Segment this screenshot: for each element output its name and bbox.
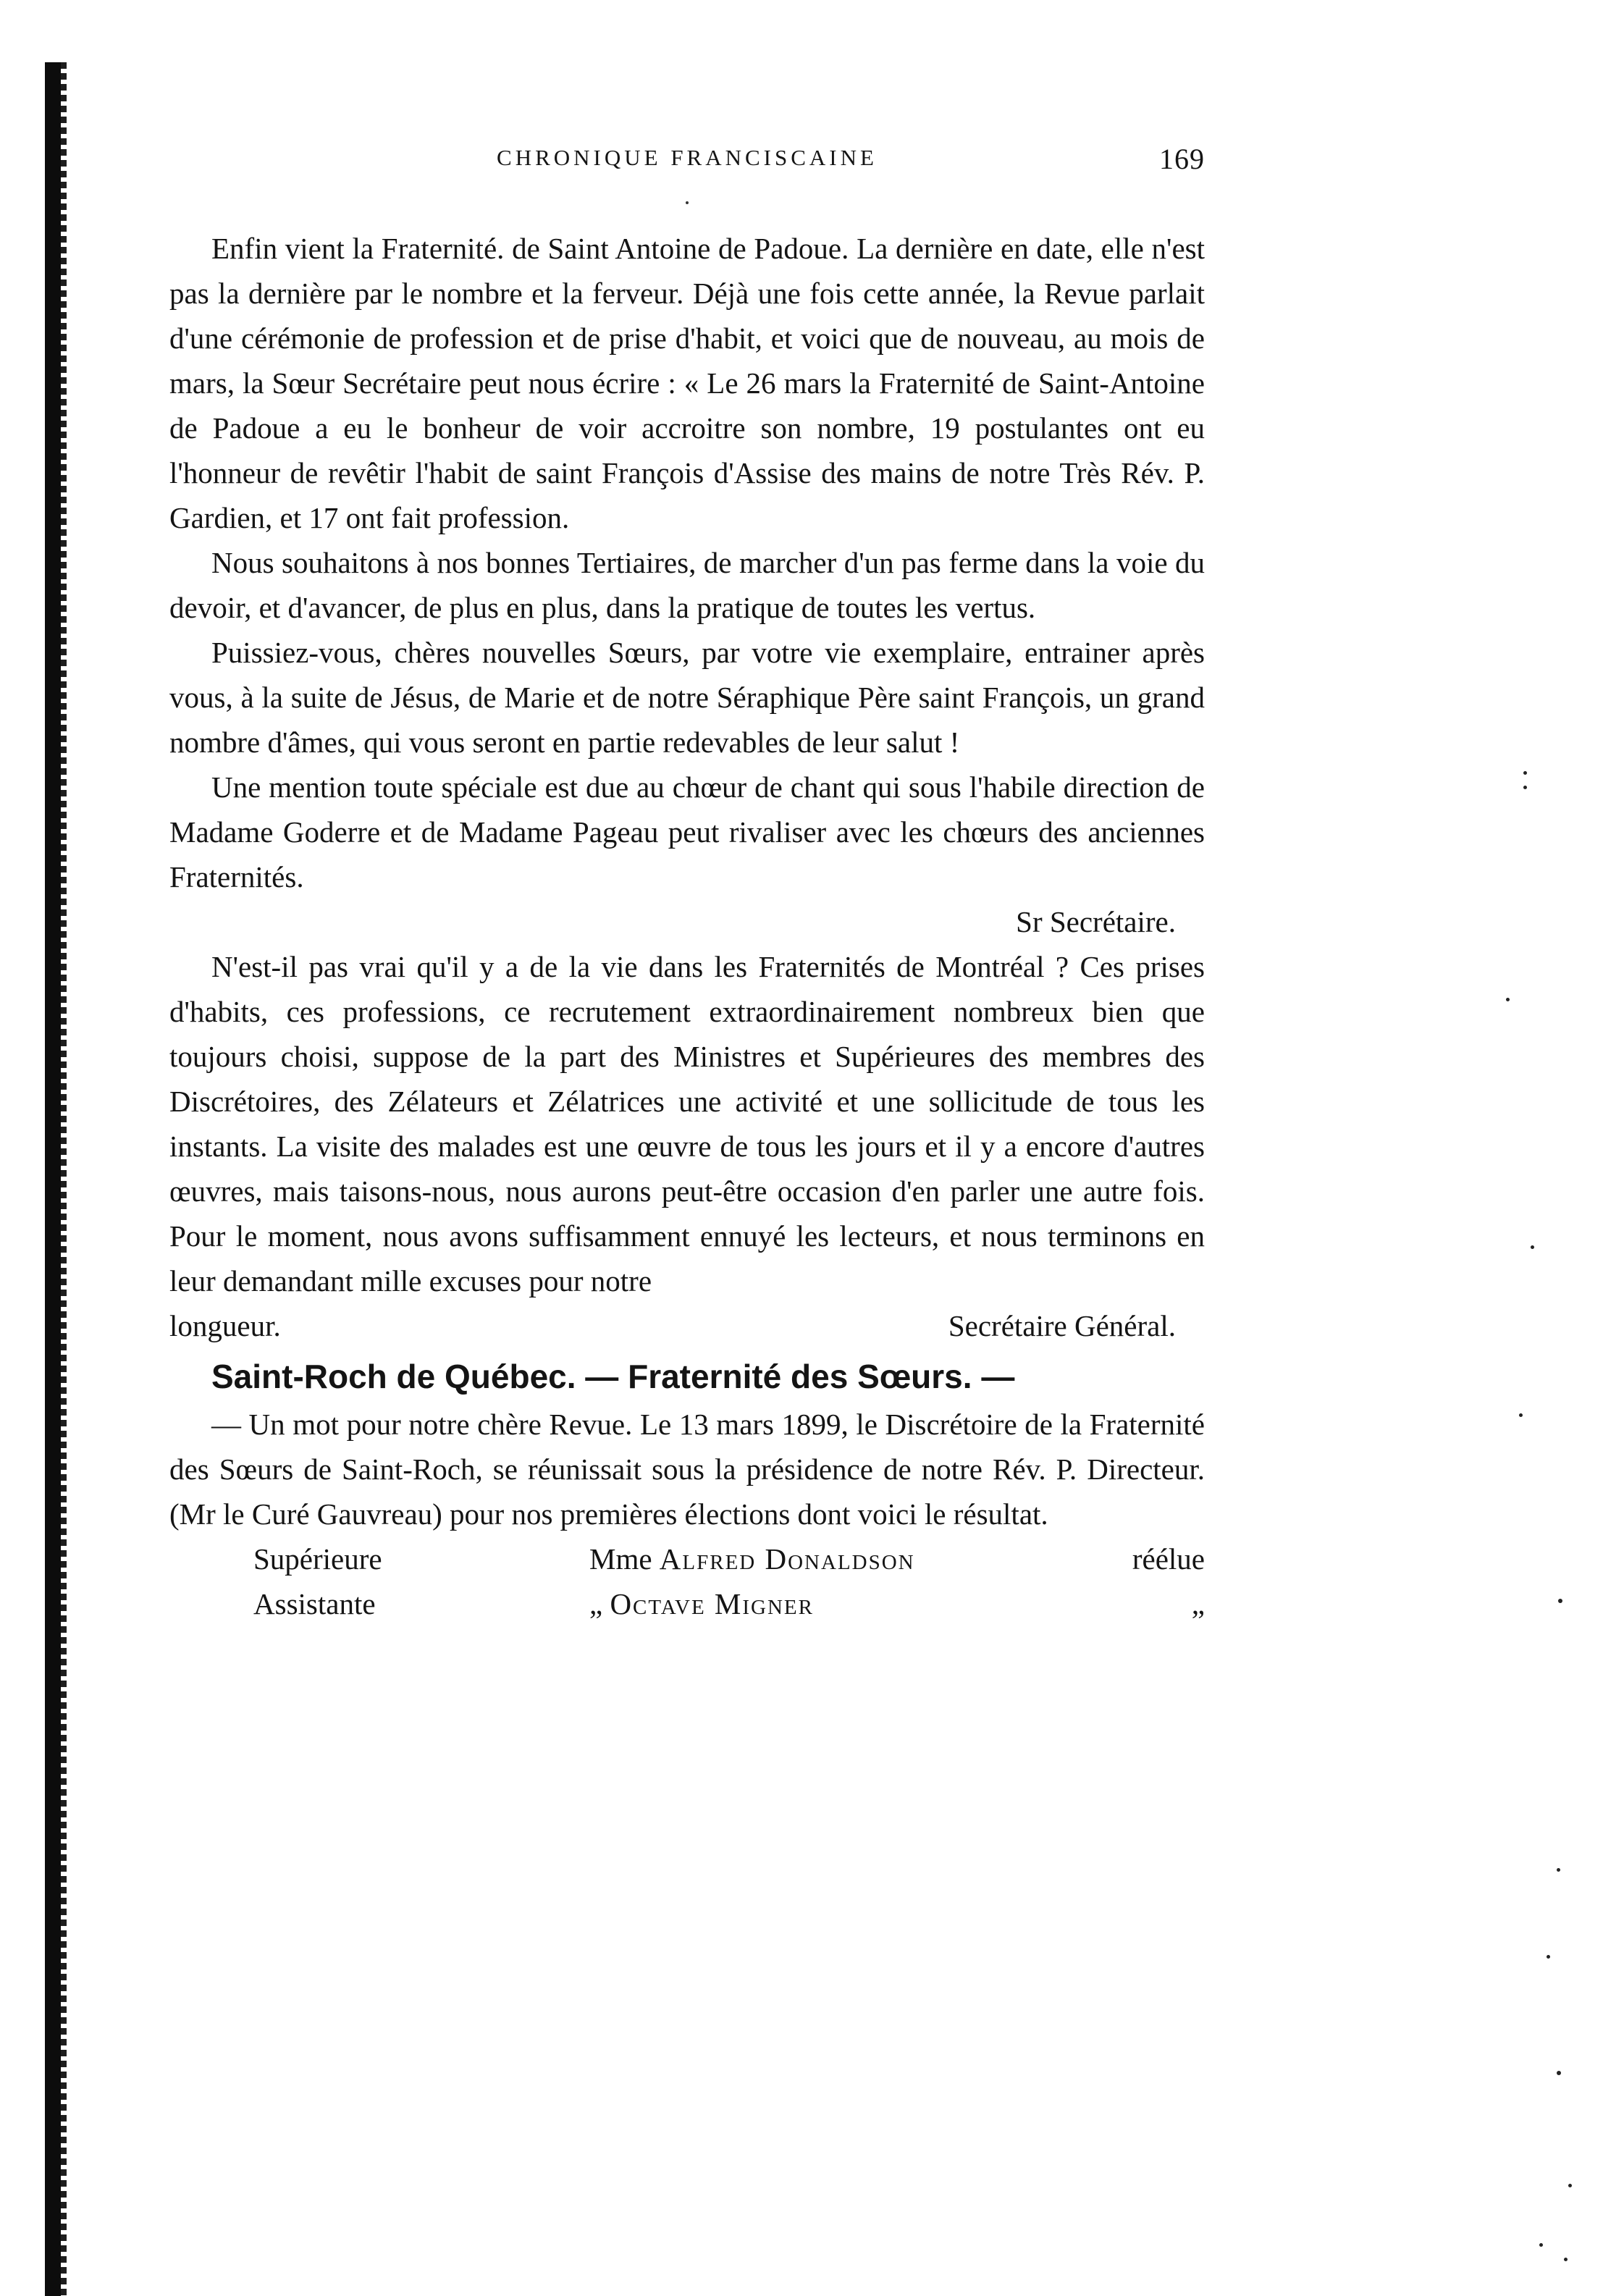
running-head-title: CHRONIQUE FRANCISCAINE — [497, 145, 878, 170]
officer-note: réélue — [1132, 1542, 1205, 1576]
signature-secretary-general: Secrétaire Général. — [948, 1309, 1176, 1342]
paragraph-padoue-fraternity: Enfin vient la Fraternité. de Saint Antoine de Padoue. La dernière en date, elle n'est pas la dernière par le nombre et la ferveur. Déjà une fois cette année, la Revue parlait d'une cérémonie de profession et de prise d'habit, et voici que de nouveau, au mois de mars, la Sœur Secrétaire peut nous écrire : « Le 26 mars la Fraternité de Saint-Antoine de Padoue a eu le bonheur de voir accroitre son nombre, 19 postulantes ont eu l'honneur de revêtir l'habit de saint François d'Assise des mains de notre Très Rév. P. Gardien, et 17 ont fait profession. — [169, 232, 1205, 534]
officer-role: Supérieure — [253, 1542, 382, 1576]
closing-last-word: longueur. — [169, 1309, 281, 1342]
scan-speck — [1519, 1413, 1523, 1417]
paragraph-choir: Une mention toute spéciale est due au chœur de chant qui sous l'habile direction de Madame Goderre et de Madame Pageau peut rivaliser avec les chœurs des anciennes Fraternités. — [169, 770, 1205, 893]
scan-speck — [1564, 2258, 1568, 2261]
scan-speck — [1523, 786, 1527, 789]
officer-list — [169, 1536, 1205, 1626]
paragraph-saint-roch: — Un mot pour notre chère Revue. Le 13 mars 1899, le Discrétoire de la Fraternité des Sœurs de Saint-Roch, se réunissait sous la présidence de notre Rév. P. Directeur. (Mr le Curé Gauvreau) pour nos premières élections dont voici le résultat. — [169, 1408, 1205, 1531]
officer-name: Octave Migner — [610, 1587, 814, 1620]
scan-speck — [1557, 1868, 1560, 1872]
section-heading-saint-roch: Saint-Roch de Québec. — Fraternité des Sœurs. — — [211, 1358, 1015, 1395]
scan-speck — [1547, 1955, 1550, 1959]
officer-row — [169, 1536, 1205, 1581]
book-spine-edge — [61, 62, 67, 2296]
scan-speck — [1557, 2071, 1561, 2075]
officer-name-line — [589, 1581, 1205, 1626]
scan-speck — [1539, 2243, 1543, 2247]
running-head — [169, 145, 1205, 188]
paragraph-new-sisters: Puissiez-vous, chères nouvelles Sœurs, par votre vie exemplaire, entrainer après vous, à la suite de Jésus, de Marie et de notre Séraphique Père saint François, un grand nombre d'âmes, qui vous seront en partie redevables de leur salut ! — [169, 636, 1205, 759]
officer-role: Assistante — [253, 1587, 376, 1620]
head-ornament — [686, 201, 689, 204]
closing-line — [169, 1303, 1205, 1348]
officer-prefix: Mme — [589, 1542, 652, 1576]
signature-secretary: Sr Secrétaire. — [1016, 905, 1176, 938]
book-page — [169, 145, 1205, 1626]
paragraph-montreal: N'est-il pas vrai qu'il y a de la vie dans les Fraternités de Montréal ? Ces prises d'habits, ces professions, ce recrutement extraordinairement nombreux bien que toujours choisi, suppose de la part des Ministres et Supérieures des membres des Discrétoires, des Zélateurs et Zélatrices une activité et une sollicitude de tous les instants. La visite des malades est une œuvre de tous les jours et il y a encore d'autres œuvres, mais taisons-nous, nous aurons peut-être occasion d'en parler une autre fois. Pour le moment, nous avons suffisamment ennuyé les lecteurs, et nous terminons en leur demandant mille excuses pour notre — [169, 950, 1205, 1298]
scan-speck — [1531, 1245, 1534, 1249]
scan-speck — [1506, 998, 1510, 1001]
officer-row — [169, 1581, 1205, 1626]
officer-name-line — [589, 1536, 1205, 1581]
scan-speck — [1568, 2184, 1572, 2187]
officer-prefix: „ — [589, 1587, 603, 1620]
page-number: 169 — [1159, 143, 1205, 175]
officer-note: „ — [1191, 1587, 1205, 1620]
book-spine-shadow — [45, 62, 61, 2296]
scan-speck — [1523, 771, 1527, 775]
officer-name: Alfred Donaldson — [659, 1542, 915, 1576]
scan-speck — [1558, 1599, 1562, 1603]
paragraph-wishes: Nous souhaitons à nos bonnes Tertiaires, de marcher d'un pas ferme dans la voie du devoir, et d'avancer, de plus en plus, dans la pratique de toutes les vertus. — [169, 546, 1205, 624]
